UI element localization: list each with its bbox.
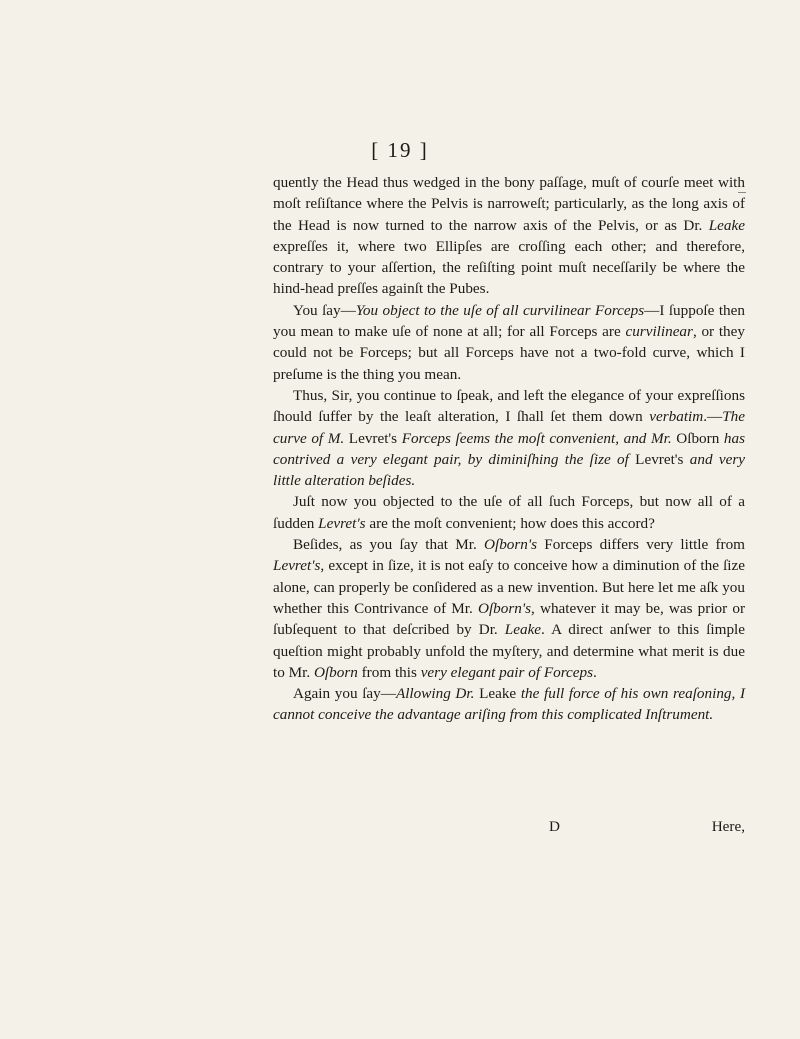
text-run: , whatever it may be, was prior or ſubſequent to that deſcribed by Dr. (273, 599, 745, 639)
text-run: .— (703, 408, 723, 426)
text-run: Leake (474, 685, 521, 703)
text-run: Again you ſay— (293, 685, 396, 703)
italic-text: Levret's (318, 514, 366, 532)
paragraph (273, 534, 745, 683)
italic-text: Oſborn (313, 663, 358, 681)
italic-text: Leake (708, 216, 745, 234)
italic-text: has contrived a very elegant pair, by diminiſhing the ſize of (273, 429, 746, 468)
text-run: quently the Head thus wedged in the bony paſſage, muſt of courſe meet with moſt reſiſtance where the Pelvis is narroweſt; particularly, as the long axis of the Head is now turned to the narrow axis of the Pelvis, or as Dr. (273, 174, 745, 234)
signature-mark: D (549, 818, 560, 835)
text-run: , except in ſize, it is not eaſy to conceive how a diminution of the ſize alone, can properly be conſidered as a new invention. But here let me aſk you whether this Contrivance of Mr. (273, 557, 745, 617)
text-run: Beſides, as you ſay that Mr. (293, 536, 485, 554)
text-run: expreſſes it, where two Ellipſes are croſſing each other; and therefore, contrary to your aſſertion, the reſiſting point muſt neceſſarily be where the hind-head preſſes againſt the Pubes. (273, 237, 745, 298)
italic-text: Allowing Dr. (395, 685, 475, 703)
margin-mark (738, 192, 746, 193)
italic-text: verbatim (649, 408, 704, 426)
italic-text: Levret's (273, 557, 321, 575)
text-run: Juſt now you objected to the uſe of all ſuch Forceps, but now all of a ſudden (273, 493, 745, 532)
text-run: Oſborn (671, 429, 724, 447)
page-number: [ 19 ] (371, 138, 429, 162)
paragraph (273, 385, 745, 491)
paragraph (273, 300, 745, 385)
italic-text: Forceps ſeems the moſt convenient, and Mr. (401, 429, 672, 447)
text-run: You ſay— (293, 301, 356, 319)
text-run: Levret's (628, 450, 690, 468)
text-run: Forceps differs very little from (537, 536, 745, 554)
text-run: Levret's (344, 429, 402, 447)
italic-text: curvilinear (625, 323, 693, 341)
italic-text: Oſborn's (484, 536, 538, 554)
paragraph (273, 491, 745, 534)
text-run: from this (357, 663, 421, 681)
italic-text: You object to the uſe of all curvilinear Forceps (355, 301, 645, 319)
italic-text: the full force of his own reaſoning, I cannot conceive the advantage ariſing from this complicated Inſtrument. (273, 685, 746, 724)
italic-text: very elegant pair of Forceps (420, 663, 594, 681)
italic-text: Oſborn's (477, 599, 532, 617)
paragraph (273, 683, 745, 726)
text-run: . (593, 663, 597, 681)
text-run: . A direct anſwer to this ſimple queſtion might probably unfold the myſtery, and determine what merit is due to Mr. (273, 621, 745, 681)
italic-text: The curve of M. (273, 408, 745, 447)
text-run: —I ſuppoſe then you mean to make uſe of none at all; for all Forceps are (273, 301, 745, 341)
italic-text: and very little alteration beſides. (273, 450, 745, 490)
catchword: Here, (711, 818, 745, 835)
italic-text: Leake (504, 621, 542, 639)
paragraph (273, 172, 745, 300)
text-run: Thus, Sir, you continue to ſpeak, and left the elegance of your expreſſions ſhould ſuffer by the leaſt alteration, I ſhall ſet them down (273, 386, 745, 426)
text-run: , or they could not be Forceps; but all Forceps have not a two-fold curve, which I preſume is the thing you mean. (273, 323, 745, 383)
body-text (273, 172, 745, 726)
text-run: are the moſt convenient; how does this accord? (365, 514, 655, 532)
